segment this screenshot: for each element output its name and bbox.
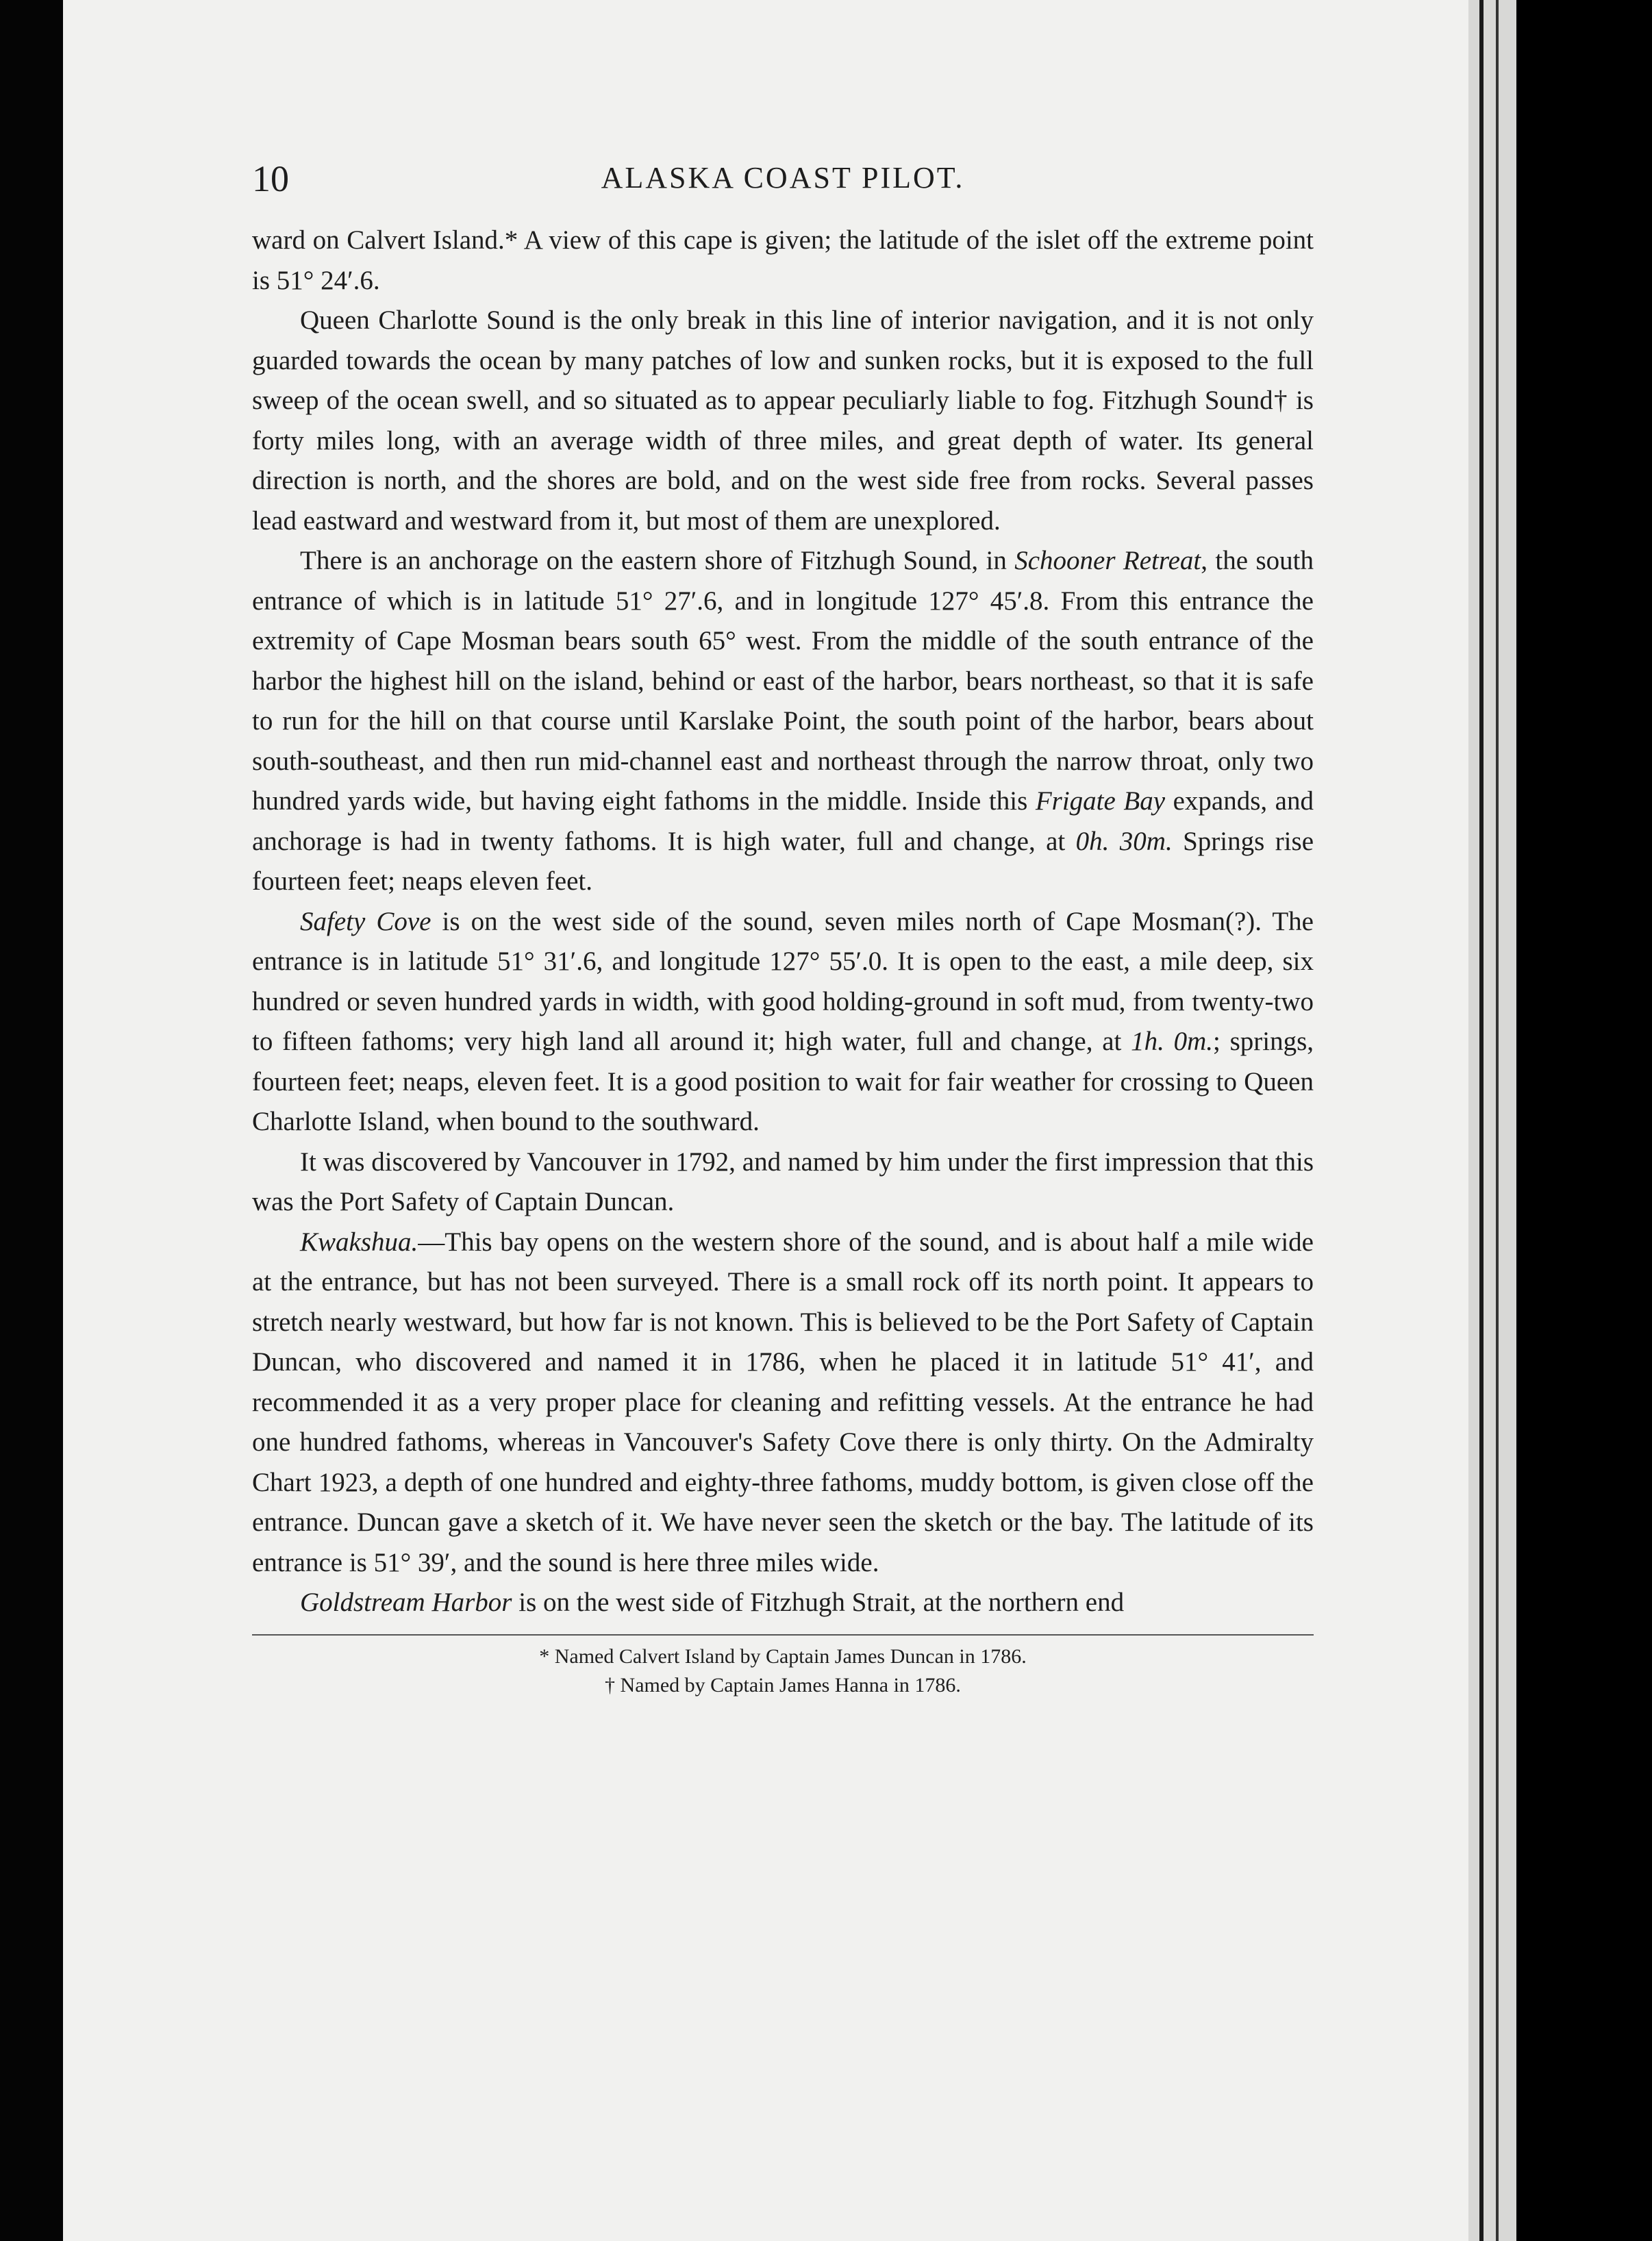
paragraph-3-text-e: expands, and anchorage is had in twenty fathoms. It is high water, full and change, at [252, 786, 1314, 856]
paragraph-3 [252, 541, 1314, 902]
page-number: 10 [252, 158, 289, 199]
scan-left-margin [0, 0, 63, 2241]
footnotes [252, 1642, 1314, 1700]
place-name-goldstream-harbor: Goldstream Harbor [300, 1588, 512, 1617]
footnote-1: * Named Calvert Island by Captain James Duncan in 1786. [539, 1644, 1027, 1668]
paragraph-4-text-d: ; springs, fourteen feet; neaps, eleven feet. It is a good position to wait for fair weather for crossing to Queen Charlotte Island, when bound to the southward. [252, 1027, 1314, 1136]
spine-shadow-inner [1496, 0, 1499, 2241]
paragraph-7-text-b: is on the west side of Fitzhugh Strait, at the northern end [512, 1588, 1125, 1617]
tide-time: 1h. 0m. [1131, 1027, 1213, 1056]
paragraph-1: ward on Calvert Island.* A view of this cape is given; the latitude of the islet off the extreme point is 51° 24′.6. [252, 225, 1314, 295]
document-page [252, 137, 1314, 1700]
running-head [252, 137, 1314, 205]
running-title: ALASKA COAST PILOT. [601, 161, 965, 195]
paragraph-4 [252, 902, 1314, 1142]
paragraph-6 [252, 1223, 1314, 1583]
place-name-kwakshua: Kwakshua. [300, 1227, 418, 1257]
paragraph-3-text-c: , the south entrance of which is in latitude 51° 27′.6, and in longitude 127° 45′.8. From this entrance the extremity of Cape Mosman bears south 65° west. From the middle of the south entrance of the harbor the highest hill on the island, behind or east of the harbor, bears northeast, so that it is safe to run for the hill on that course until Karslake Point, the south point of the harbor, bears about south-southeast, and then run mid-channel east and northeast through the narrow throat, only two hundred yards wide, but having eight fathoms in the middle. Inside this [252, 546, 1314, 816]
place-name-schooner-retreat: Schooner Retreat [1014, 546, 1201, 575]
paragraph-5: It was discovered by Vancouver in 1792, and named by him under the first impression that this was the Port Safety of Captain Duncan. [252, 1147, 1314, 1216]
footnote-2: † Named by Captain James Hanna in 1786. [605, 1673, 961, 1697]
paragraph-3-text-a: There is an anchorage on the eastern shore of Fitzhugh Sound, in [300, 546, 1015, 575]
place-name-safety-cove: Safety Cove [300, 906, 431, 936]
paragraph-4-text-b: is on the west side of the sound, seven miles north of Cape Mosman(?). The entrance is in latitude 51° 31′.6, and longitude 127° 55′.0. It is open to the east, a mile deep, six hundred or seven hundred yards in width, with good holding-ground in soft mud, from twenty-two to fifteen fathoms; very high land all around it; high water, full and change, at [252, 906, 1314, 1056]
tide-time: 0h. 30m. [1075, 826, 1173, 856]
place-name-frigate-bay: Frigate Bay [1035, 786, 1166, 816]
body-text [252, 221, 1314, 1623]
paragraph-7 [252, 1583, 1314, 1623]
paragraph-3-text-g: Springs rise fourteen feet; neaps eleven feet. [252, 826, 1314, 896]
paragraph-2: Queen Charlotte Sound is the only break in this line of interior navigation, and it is not only guarded towards the ocean by many patches of low and sunken rocks, but it is exposed to the full sweep of the ocean swell, and so situated as to appear peculiarly liable to fog. Fitzhugh Sound† is forty miles long, with an average width of three miles, and great depth of water. Its general direction is north, and the shores are bold, and on the west side free from rocks. Several passes lead eastward and westward from it, but most of them are unexplored. [252, 305, 1314, 536]
footnote-divider [252, 1634, 1314, 1636]
paragraph-6-text-b: —This bay opens on the western shore of the sound, and is about half a mile wide at the entrance, but has not been surveyed. There is a small rock off its north point. It appears to stretch nearly westward, but how far is not known. This is believed to be the Port Safety of Captain Duncan, who discovered and named it in 1786, when he placed it in latitude 51° 41′, and recommended it as a very proper place for cleaning and refitting vessels. At the entrance he had one hundred fathoms, whereas in Vancouver's Safety Cove there is only thirty. On the Admiralty Chart 1923, a depth of one hundred and eighty-three fathoms, muddy bottom, is given close off the entrance. Duncan gave a sketch of it. We have never seen the sketch or the bay. The latitude of its entrance is 51° 39′, and the sound is here three miles wide. [252, 1227, 1314, 1577]
spine-shadow [1479, 0, 1484, 2241]
book-spine [1468, 0, 1516, 2241]
